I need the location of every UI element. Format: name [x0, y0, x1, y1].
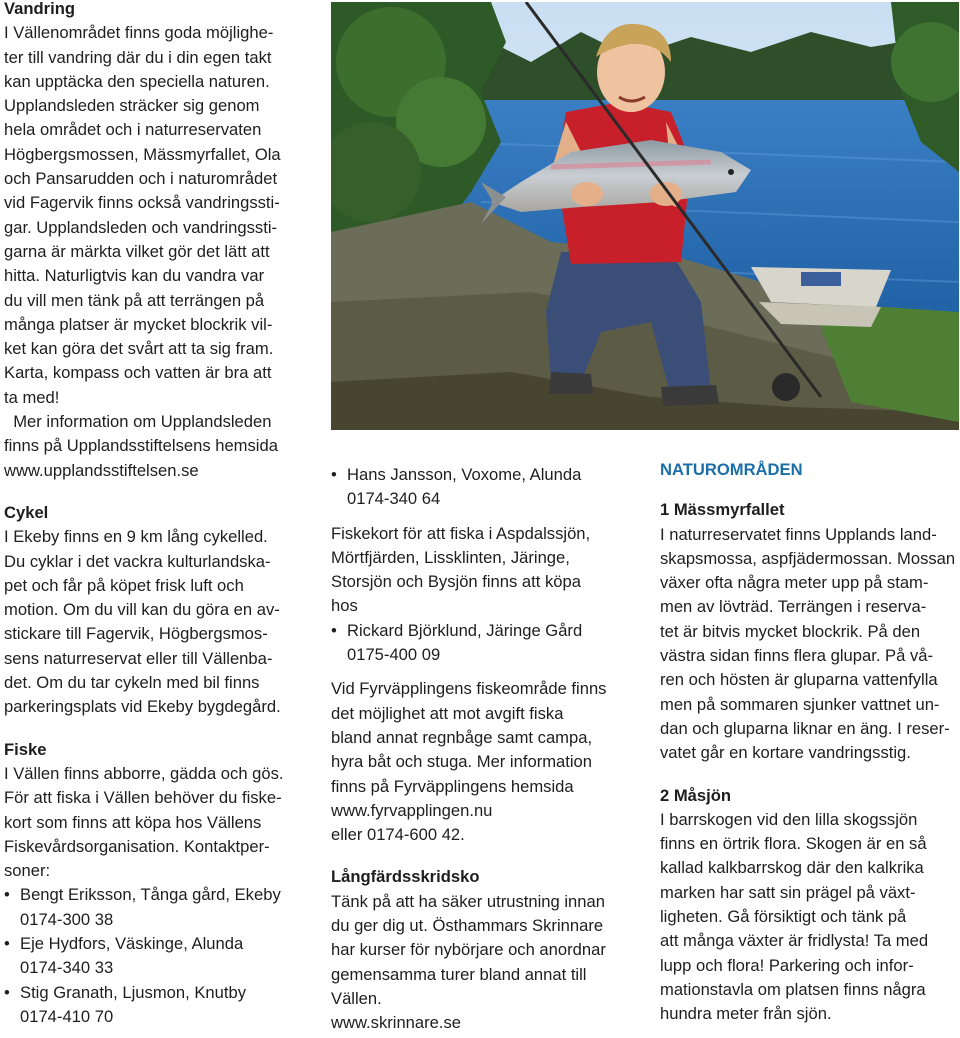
fyrvapplingen-link[interactable]: www.fyrvapplingen.nu: [331, 800, 493, 820]
contact-phone: 0174-410 70: [20, 1006, 114, 1026]
text-line: motion. Om du vill kan du göra en av-: [4, 600, 280, 620]
heading-fiske: Fiske: [4, 739, 47, 759]
text-line: att många växter är fridlysta! Ta med: [660, 931, 929, 951]
text-line: ta med!: [4, 387, 60, 407]
text-line: sens naturreservat eller till Vällenba-: [4, 648, 273, 668]
text-line: I Vällen finns abborre, gädda och gös.: [4, 763, 284, 783]
heading-cykel: Cykel: [4, 502, 49, 522]
text-line: har kurser för nybörjare och anordnar: [331, 940, 606, 960]
skridsko-body: [331, 890, 631, 1036]
spacer: [331, 512, 631, 522]
text-line: lupp och flora! Parkering och infor-: [660, 955, 914, 975]
contact-name: • Eje Hydfors, Väskinge, Alunda: [4, 932, 322, 956]
text-line: kan upptäcka den speciella naturen.: [4, 71, 270, 91]
text-line: Storsjön och Bysjön finns att köpa: [331, 572, 581, 592]
text-line: hundra meter från sjön.: [660, 1004, 832, 1024]
contact-phone: 0174-300 38: [20, 909, 114, 929]
text-line: hela området och i naturreservaten: [4, 120, 262, 140]
fyrvapplingen-paragraph: [331, 677, 631, 847]
text-line: men av lövträd. Terrängen i reserva-: [660, 597, 927, 617]
text-line: men på sommaren sjunker vattnet un-: [660, 694, 940, 714]
spacer: [660, 766, 956, 784]
text-line: du ger dig ut. Östhammars Skrinnare: [331, 916, 604, 936]
text-line: kort som finns att köpa hos Vällens: [4, 812, 262, 832]
text-line: Fiskekort för att fiska i Aspdalssjön,: [331, 523, 591, 543]
text-line: finns en örtrik flora. Skogen är en så: [660, 834, 927, 854]
contact-name: • Stig Granath, Ljusmon, Knutby: [4, 981, 322, 1005]
text-line: det. Om du tar cykeln med bil finns: [4, 673, 260, 693]
text-line: hitta. Naturligtvis kan du vandra var: [4, 266, 265, 286]
text-line: bland annat regnbåge samt campa,: [331, 727, 593, 747]
contact-phone: 0175-400 09: [347, 645, 441, 665]
vandring-body: [4, 21, 322, 483]
text-line: ket kan göra det svårt att ta sig fram.: [4, 339, 274, 359]
text-line: Karta, kompass och vatten är bra att: [4, 363, 272, 383]
heading-vandring: Vandring: [4, 0, 75, 18]
text-line: eller 0174-600 42.: [331, 825, 465, 845]
text-line: finns på Fyrväpplingens hemsida: [331, 776, 574, 796]
text-line: vatet går en kortare vandringsstig.: [660, 743, 911, 763]
heading-langfardsskridsko: Långfärdsskridsko: [331, 867, 480, 887]
text-line: Fiskevårdsorganisation. Kontaktper-: [4, 836, 270, 856]
text-line: garna är märkta vilket gör det lätt att: [4, 241, 270, 261]
text-line: Mörtfjärden, Lissklinten, Järinge,: [331, 547, 570, 567]
text-line: stickare till Fagervik, Högbergsmos-: [4, 624, 268, 644]
text-line: det möjlighet att mot avgift fiska: [331, 703, 564, 723]
contact-name: • Hans Jansson, Voxome, Alunda: [331, 463, 631, 487]
text-line: många platser är mycket blockrik vil-: [4, 314, 273, 334]
text-line: vid Fagervik finns också vandringssti-: [4, 193, 280, 213]
spacer: [4, 720, 322, 738]
masjon-body: [660, 808, 956, 1027]
text-line: I naturreservatet finns Upplands land-: [660, 524, 937, 544]
column-right: [660, 458, 956, 1027]
text-line: Högbergsmossen, Mässmyrfallet, Ola: [4, 144, 281, 164]
upplandsstiftelsen-link[interactable]: www.upplandsstiftelsen.se: [4, 460, 199, 480]
text-line: ligheten. Gå försiktigt och tänk på: [660, 907, 907, 927]
cykel-body: [4, 525, 322, 719]
spacer: [331, 847, 631, 865]
text-line: västra sidan finns flera glupar. På vå-: [660, 646, 934, 666]
heading-masjon: 2 Måsjön: [660, 785, 732, 805]
text-line: pet och får på köpet frisk luft och: [4, 575, 244, 595]
contact-phone: 0174-340 33: [20, 958, 114, 978]
text-line: ren och hösten är gluparna vattenfylla: [660, 670, 938, 690]
text-line: soner:: [4, 861, 51, 881]
fiske-body: [4, 762, 322, 1029]
contact-name: • Bengt Eriksson, Tånga gård, Ekeby: [4, 883, 322, 907]
text-line: Mer information om Upplandsleden: [4, 412, 272, 432]
text-line: parkeringsplats vid Ekeby bygdegård.: [4, 697, 281, 717]
section-title-naturomraden: NATUROMRÅDEN: [660, 460, 803, 479]
text-line: hyra båt och stuga. Mer information: [331, 752, 593, 772]
text-line: växer ofta några meter upp på stam-: [660, 573, 929, 593]
text-line: mationstavla om platsen finns några: [660, 979, 926, 999]
text-line: skapsmossa, aspfjädermossan. Mossan: [660, 548, 956, 568]
text-line: Vällen.: [331, 988, 382, 1008]
text-line: I barrskogen vid den lilla skogssjön: [660, 809, 918, 829]
fishing-photo: [331, 2, 959, 430]
text-line: Du cyklar i det vackra kulturlandska-: [4, 551, 271, 571]
text-line: tet är bitvis mycket blockrik. På den: [660, 621, 921, 641]
text-line: I Vällenområdet finns goda möjlighe-: [4, 23, 274, 43]
fiskekort-paragraph: [331, 522, 631, 619]
text-line: I Ekeby finns en 9 km lång cykelled.: [4, 527, 268, 547]
text-line: marken har satt sin prägel på växt-: [660, 882, 916, 902]
contact-phone: 0174-340 64: [347, 489, 441, 509]
text-line: För att fiska i Vällen behöver du fiske-: [4, 788, 282, 808]
massmyrfallet-body: [660, 523, 956, 766]
text-line: gar. Upplandsleden och vandringssti-: [4, 217, 278, 237]
text-line: kallad kalkbarrskog där den kalkrika: [660, 858, 924, 878]
column-left: [4, 0, 322, 1029]
column-middle: [331, 463, 631, 1036]
text-line: Upplandsleden sträcker sig genom: [4, 96, 260, 116]
skrinnare-link[interactable]: www.skrinnare.se: [331, 1013, 462, 1033]
heading-massmyrfallet: 1 Mässmyrfallet: [660, 500, 785, 520]
text-line: gemensamma turer bland annat till: [331, 964, 587, 984]
contact-name: • Rickard Björklund, Järinge Gård: [331, 619, 631, 643]
text-line: finns på Upplandsstiftelsens hemsida: [4, 436, 278, 456]
text-line: Tänk på att ha säker utrustning innan: [331, 891, 605, 911]
text-line: ter till vandring där du i din egen takt: [4, 47, 272, 67]
spacer: [331, 667, 631, 677]
text-line: och Pansarudden och i naturområdet: [4, 169, 278, 189]
text-line: Vid Fyrväpplingens fiskeområde finns: [331, 679, 607, 699]
text-line: du vill men tänk på att terrängen på: [4, 290, 265, 310]
text-line: dan och gluparna liknar en äng. I reser-: [660, 718, 950, 738]
spacer: [4, 483, 322, 501]
text-line: hos: [331, 596, 358, 616]
